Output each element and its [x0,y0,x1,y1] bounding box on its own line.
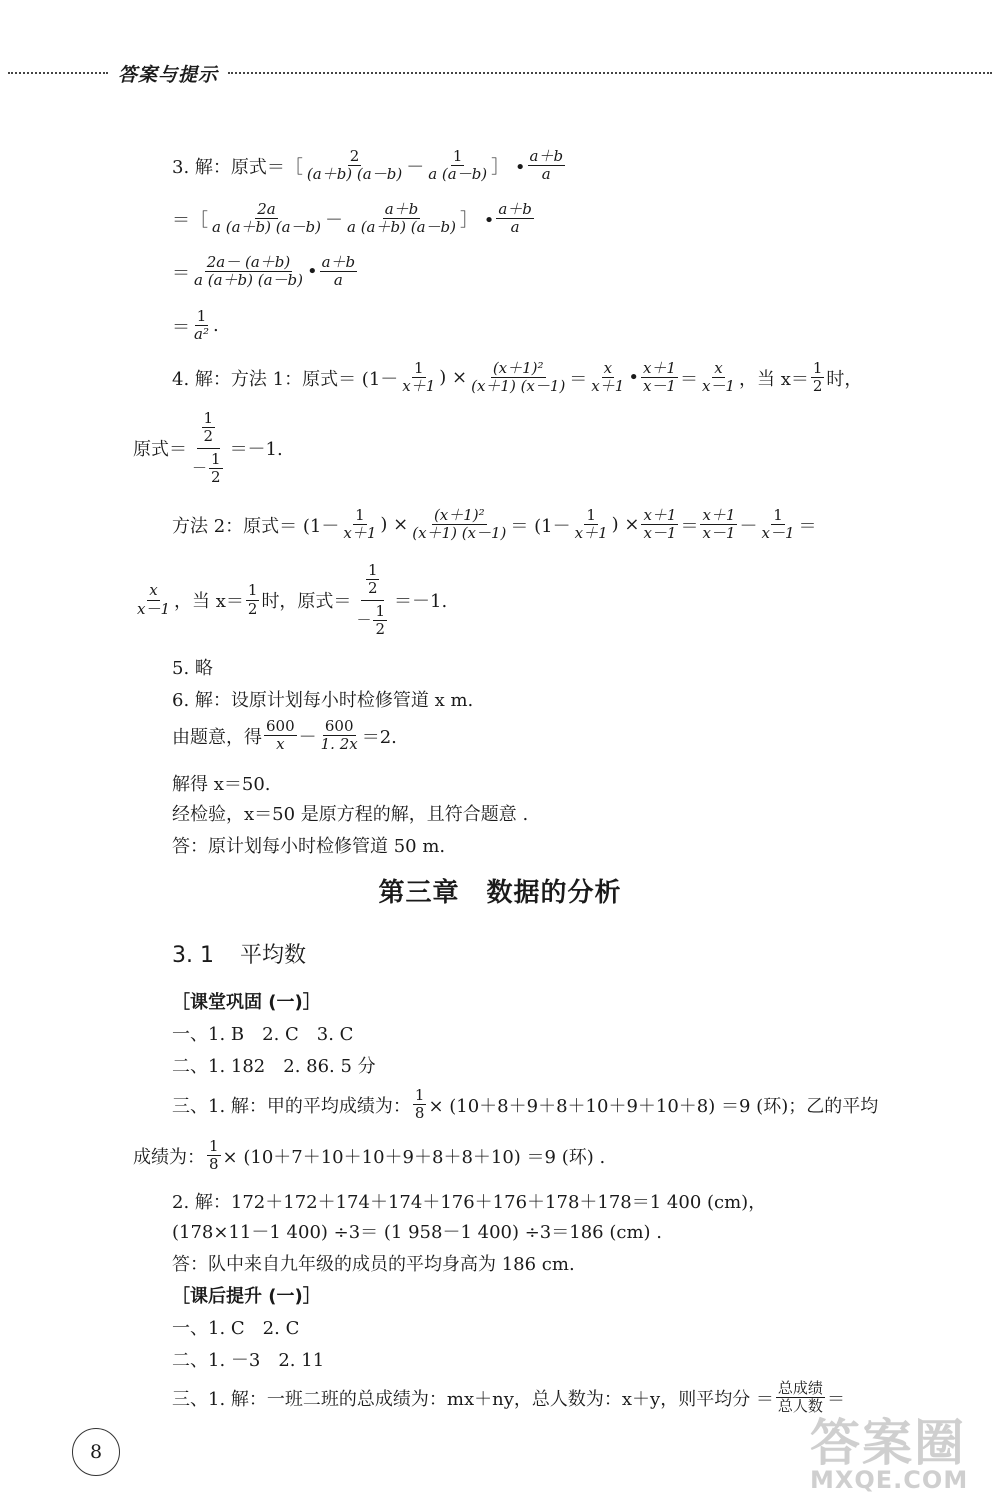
fraction: $\frac{1}{2}$ [812,359,823,396]
q3-line-4: ＝ $\frac{1}{\text{a²}}$ . [172,307,219,344]
fraction: $\frac{a+b}{a}$ [498,200,532,237]
page-number: 8 [72,1428,120,1476]
header-title: 答案与提示 [118,64,219,86]
fraction: $\frac{a+b}{a (a+b) (a-b)}$ [346,200,456,237]
q3-line-1: 3. 解：原式＝［ $\frac{2}{(a+b) (a-b)}$ － $\frac{1}{a (a-b)}$ ］ • $\frac{a+b}{a}$ [172,147,564,184]
q4-line-1: 4. 解：方法 1：原式＝ (1－ $\frac{1}{x+1}$ ) × $\frac{\text{(x＋1)²}}{(x+1) (x-1)}$ ＝ $\frac{x}{x+1}$ • $\frac{x+1}{x-1}$ ＝ $\frac{x}{x-1}$ ，当 x＝ $\frac{1}{2}$ 时， [172,359,863,396]
classwork-part-2: 二、1. 182 2. 86. 5 分 [172,1056,376,1077]
homework-part-1: 一、1. C 2. C [172,1318,300,1339]
fraction: $\frac{2}{(a+b) (a-b)}$ [306,147,403,184]
fraction: $\frac{600}{1. 2x}$ [320,717,358,754]
section-title: 平均数 [239,943,306,968]
q4-method2-line: 方法 2：原式＝ (1－ $\frac{1}{x+1}$ ) × $\frac{\text{(x＋1)²}}{(x+1) (x-1)}$ ＝ (1－ $\frac{1}{x+1}$ ) × $\frac{x+1}{x-1}$ ＝ $\frac{x+1}{x-1}$ － $\frac{1}{x-1}$ ＝ [172,506,817,543]
q3-line-3: ＝ $\frac{2a- (a+b)}{a (a+b) (a-b)}$ • $\frac{a+b}{a}$ [172,253,356,290]
fraction: $\frac{1}{x-1}$ [761,506,795,543]
fraction: $\frac{\text{总成绩}}{\text{总人数}}$ [777,1379,823,1416]
fraction: $\frac{1}{8}$ [414,1086,425,1123]
fraction: $\frac{1}{x+1}$ [343,506,377,543]
header-dotted-rule-right [228,72,992,74]
fraction: $\frac{1}{x+1}$ [574,506,608,543]
fraction: $\frac{1}{x+1}$ [402,359,436,396]
watermark-bottom: MXQE.COM [810,1466,969,1494]
fraction: $\frac{x}{x-1}$ [137,581,171,618]
q4-method2-result-line: $\frac{x}{x-1}$ ，当 x＝ $\frac{1}{2}$ 时，原式＝ $\frac{1}{2}$ － $\frac{1}{2}$ ＝－1. [137,561,448,638]
header-dotted-rule-left [8,72,108,74]
classwork-part-7: 答：队中来自九年级的成员的平均身高为 186 cm. [172,1254,575,1275]
fraction: $\frac{x+1}{x-1}$ [643,506,677,543]
fraction: $\frac{x}{x-1}$ [701,359,735,396]
fraction: $\frac{1}{a (a-b)}$ [428,147,488,184]
classwork-part-3: 三、1. 解：甲的平均成绩为： $\frac{1}{8}$ × (10＋8＋9＋8＋10＋9＋10＋8) ＝9 (环)；乙的平均 [172,1086,879,1123]
fraction: $\frac{x}{x+1}$ [591,359,625,396]
classwork-part-5: 2. 解：172＋172＋174＋174＋176＋176＋178＋178＝1 400 (cm)， [172,1192,767,1213]
q6-equation-line: 由题意，得 $\frac{600}{x}$ － $\frac{600}{1. 2x}$ ＝2. [172,717,397,754]
q3-line-2: ＝［ $\frac{2a}{a (a+b) (a-b)}$ － $\frac{a+b}{a (a+b) (a-b)}$ ］ • $\frac{a+b}{a}$ [172,200,532,237]
fraction: $\frac{2a- (a+b)}{a (a+b) (a-b)}$ [194,253,303,290]
fraction: $\frac{1}{2}$ [247,581,258,618]
fraction: $\frac{\text{(x＋1)²}}{(x+1) (x-1)}$ [412,506,507,543]
classwork-part-4: 成绩为： $\frac{1}{8}$ × (10＋7＋10＋10＋9＋8＋8＋10) ＝9 (环) . [133,1137,606,1174]
homework-heading: ［课后提升 (一)］ [172,1286,321,1307]
classwork-part-1: 一、1. B 2. C 3. C [172,1024,354,1045]
q4-result-line: 原式＝ $\frac{1}{2}$ － $\frac{1}{2}$ ＝－1. [133,409,283,486]
fraction: $\frac{\text{(x＋1)²}}{(x+1) (x-1)}$ [471,359,566,396]
fraction: $\frac{a+b}{a}$ [529,147,564,184]
fraction: $\frac{1}{8}$ [209,1137,219,1174]
fraction: $\frac{a+b}{a}$ [321,253,356,290]
fraction: $\frac{2a}{a (a+b) (a-b)}$ [212,200,321,237]
watermark-logo [810,1414,969,1494]
classwork-part-6: (178×11－1 400) ÷3＝ (1 958－1 400) ÷3＝186 (cm) . [172,1222,662,1243]
compound-fraction: $\frac{1}{2}$ － $\frac{1}{2}$ [356,561,385,638]
section-heading [172,938,306,969]
q6-line-5: 答：原计划每小时检修管道 50 m. [172,836,446,857]
fraction: $\frac{1}{\text{a²}}$ [194,307,209,344]
classwork-heading: ［课堂巩固 (一)］ [172,992,321,1013]
fraction: $\frac{600}{x}$ [266,717,295,754]
chapter-title: 第三章 数据的分析 [378,878,622,908]
watermark-top: 答案圈 [810,1414,966,1472]
q6-line-1: 6. 解：设原计划每小时检修管道 x m. [172,690,474,711]
compound-fraction: $\frac{1}{2}$ － $\frac{1}{2}$ [192,409,221,486]
q5-text: 5. 略 [172,658,213,679]
section-number: 3. 1 [172,943,214,968]
fraction: $\frac{x+1}{x-1}$ [642,359,676,396]
homework-part-3: 三、1. 解：一班二班的总成绩为：mx＋ny，总人数为：x＋y，则平均分 ＝ $\frac{\text{总成绩}}{\text{总人数}}$ ＝ [172,1379,845,1416]
q6-line-4: 经检验，x＝50 是原方程的解，且符合题意 . [172,804,529,825]
homework-part-2: 二、1. －3 2. 11 [172,1350,325,1371]
q6-line-3: 解得 x＝50. [172,774,271,795]
fraction: $\frac{x+1}{x-1}$ [702,506,736,543]
